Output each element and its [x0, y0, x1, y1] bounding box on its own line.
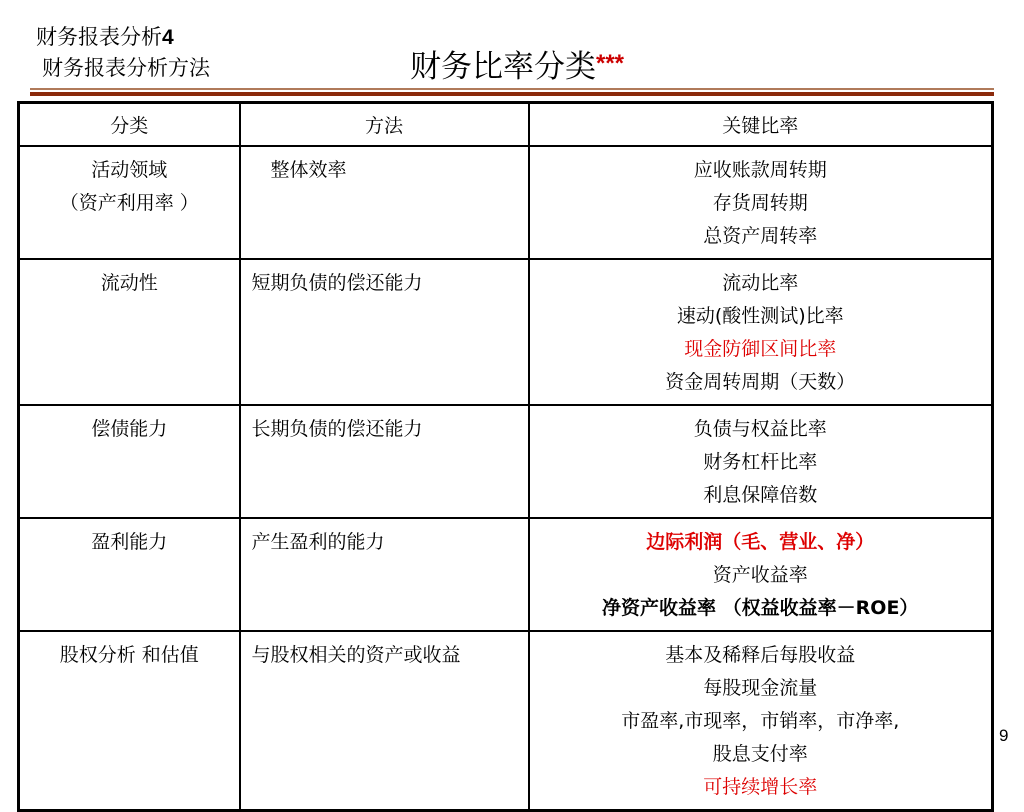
row-method	[240, 146, 529, 259]
slide-header	[36, 22, 210, 83]
category-line: 盈利能力	[91, 530, 168, 553]
row-category	[19, 631, 240, 811]
page-number: 9	[999, 726, 1009, 745]
ratio-item: 市盈率,市现率，市销率，市净率,	[621, 709, 900, 732]
row-method	[240, 405, 529, 518]
ratio-item: 资产收益率	[712, 563, 808, 586]
title-importance-mark: ***	[596, 50, 625, 77]
row-ratios	[529, 146, 993, 259]
ratio-item: 资金周转周期（天数）	[665, 370, 856, 393]
ratio-item: 股息支付率	[712, 742, 808, 765]
method-text: 长期负债的偿还能力	[251, 417, 423, 440]
header-divider-thick	[30, 92, 994, 96]
course-subtitle: 财务报表分析方法	[42, 56, 210, 80]
header-category: 分类	[19, 103, 240, 146]
method-text: 与股权相关的资产或收益	[251, 643, 461, 666]
row-ratios	[529, 518, 993, 631]
table-row	[19, 146, 993, 259]
header-method: 方法	[240, 103, 529, 146]
row-category	[19, 146, 240, 259]
ratio-item: 应收账款周转期	[693, 158, 827, 181]
category-line: 流动性	[100, 271, 158, 294]
ratio-item: 速动(酸性测试)比率	[676, 304, 844, 327]
ratio-item: 每股现金流量	[703, 676, 818, 699]
ratio-item: 财务杠杆比率	[703, 450, 818, 473]
ratio-item: 负债与权益比率	[693, 417, 827, 440]
row-category	[19, 259, 240, 405]
row-category	[19, 518, 240, 631]
row-ratios	[529, 259, 993, 405]
method-text: 整体效率	[270, 158, 347, 181]
ratio-item: 总资产周转率	[703, 224, 818, 247]
table-row	[19, 631, 993, 811]
ratio-item-highlighted: 现金防御区间比率	[684, 337, 837, 360]
row-method	[240, 259, 529, 405]
header-divider-thin	[30, 88, 994, 90]
table-row	[19, 518, 993, 631]
ratio-item: 利息保障倍数	[703, 483, 818, 506]
row-ratios	[529, 405, 993, 518]
slide-title-text: 财务比率分类	[410, 49, 596, 85]
table-header-row	[19, 103, 993, 146]
ratio-item: 流动比率	[722, 271, 799, 294]
course-number: 4	[162, 26, 174, 49]
ratio-classification-table	[17, 101, 994, 812]
method-text: 短期负债的偿还能力	[251, 271, 423, 294]
category-line: 股权分析 和估值	[59, 643, 199, 666]
table-row	[19, 405, 993, 518]
row-method	[240, 518, 529, 631]
ratio-item-highlighted: 可持续增长率	[703, 775, 818, 798]
category-line: 偿债能力	[91, 417, 168, 440]
ratio-item-highlighted: 边际利润（毛、营业、净）	[646, 530, 875, 553]
row-ratios	[529, 631, 993, 811]
method-text: 产生盈利的能力	[251, 530, 385, 553]
ratio-item: 基本及稀释后每股收益	[665, 643, 856, 666]
category-line: 活动领域	[91, 158, 168, 181]
row-category	[19, 405, 240, 518]
category-line: （资产利用率 ）	[59, 191, 199, 214]
table-row	[19, 259, 993, 405]
slide-title	[410, 44, 624, 87]
course-title: 财务报表分析4	[36, 25, 174, 49]
ratio-item: 存货周转期	[712, 191, 808, 214]
ratio-item-emphasized: 净资产收益率 （权益收益率－ROE）	[602, 596, 919, 619]
row-method	[240, 631, 529, 811]
header-key-ratios: 关键比率	[529, 103, 993, 146]
